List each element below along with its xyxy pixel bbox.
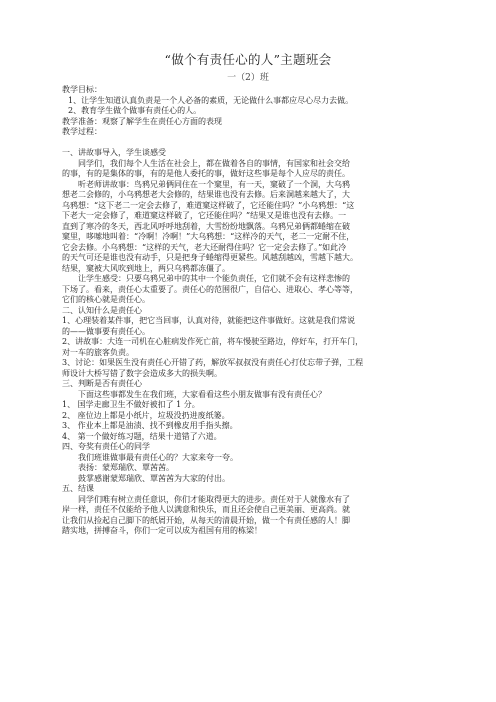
text-line: 2、讲故事：大连一司机在心脏病发作死亡前，将车慢驶至路边，停好车，打开车门， <box>62 337 364 346</box>
text-line: 鼓掌感谢蒙郑瑞欣、覃茜茜为大家的付出。 <box>78 473 230 483</box>
text-line: 教学过程： <box>62 127 102 136</box>
text-line: 听老师讲故事：鸟鸦兄弟俩同住在一个窠里，有一天，窠破了一个洞，大乌鸦 <box>78 179 350 189</box>
text-line: 的事，有的是集体的事，有的是他人委托的事，做好这些事是每个人应尽的责任。 <box>62 169 350 178</box>
text-line: 同学们唯有树立责任意识，你们才能取得更大的进步。责任对于人就像水有了 <box>78 494 350 504</box>
text-line: 4、 第一个做好练习题，结果十道错了六道。 <box>62 431 222 441</box>
text-line: 我们班谁做事最有责任心的？大家来夸一夸。 <box>78 452 238 462</box>
text-line: 五、结课 <box>62 484 94 493</box>
text-line: 结果，窠被大风吹到地上，两只乌鸦都冻僵了。 <box>62 263 230 273</box>
text-line: 直到了寒冷的冬天，西北风呼呼地刮着，大雪纷纷地飘落。乌鸦兄弟俩都蜷缩在破 <box>62 221 350 231</box>
text-line: 它会去修。小乌鸦想：“这样的天气，老大还耐得住吗？它一定会去修了。”如此冷 <box>62 242 347 252</box>
blank-line <box>62 138 439 149</box>
text-line: 表扬：蒙郑瑞欣、覃茜茜。 <box>78 463 174 472</box>
text-line: 下老大一定会修了，难道窠这样破了，它还能住吗？”结果又是谁也没有去修。一 <box>62 211 347 220</box>
text-line: 同学们，我们每个人生活在社会上，都在做着各自的事情，有国家和社会交给 <box>78 158 350 168</box>
text-line: 的——做事要有责任心。 <box>62 326 150 336</box>
document-title: “做个有责任心的人”主题班会 <box>164 52 332 67</box>
text-line: 窠里，哆嗦地叫着：“冷啊！冷啊！”大乌鸦想：“这样冷的天气，老二一定耐不住， <box>62 232 355 241</box>
text-line: 1、让学生知道认真负责是一个人必备的素质，无论做什么事都应尽心尽力去做。 <box>68 95 354 105</box>
text-line: 让学生感受：只要乌鸦兄弟中的其中一个能负责任，它们就不会有这样悲惨的 <box>78 274 350 283</box>
text-line: 一、讲故事导入，学生谈感受 <box>62 148 166 157</box>
text-line: 踏实地，拼搏奋斗，你们一定可以成为祖国有用的栋梁！ <box>62 526 262 535</box>
text-line: 1、心理装着某件事，把它当回事，认真对待，就能把这件事做好。这就是我们常说 <box>62 316 356 325</box>
text-line: 2、 座位边上都是小纸片，垃圾没扔进废纸篓。 <box>62 410 230 420</box>
text-line: 下面这些事都发生在我们班，大家看看这些小朋友做事有没有责任心？ <box>78 389 326 399</box>
text-line: 岸一样，责任不仅能给予他人以满意和快乐，而且还会使自己更美丽、更高尚。就 <box>62 505 350 514</box>
text-line: 它们的核心就是责任心。 <box>62 295 150 304</box>
text-line: 2、教育学生做个做事有责任心的人。 <box>68 106 202 115</box>
class-label: 一（2）班 <box>227 73 269 83</box>
text-line: 教学目标： <box>62 85 102 94</box>
text-line: 乌鸦想：“这下老二一定会去修了，难道窠这样破了，它还能住吗？”小乌鸦想：“这 <box>62 200 355 210</box>
text-line: 对一车的旅客负责。 <box>62 347 134 357</box>
text-line: 教学准备：观察了解学生在责任心方面的表现 <box>62 116 222 126</box>
text-line: 下场了。看来，责任心太重要了。责任心的范围很广，自信心、进取心、孝心等等， <box>62 284 358 294</box>
text-line: 3、 作业本上都是油渍、找不到橡皮用手指头擦。 <box>62 421 238 430</box>
text-line: 师设计大桥写错了数字会造成多大的损失啊。 <box>62 368 222 378</box>
text-line: 3、讨论：如果医生没有责任心开错了药，解放军叔叔没有责任心打仗忘带子弹，工程 <box>62 358 364 367</box>
text-line: 想老二会修的，小乌鸦想老大会修的，结果谁也没有去修。后来洞越来越大了，大 <box>62 190 350 199</box>
text-line: 四、夸奖有责任心的同学 <box>62 442 150 451</box>
text-line: 让我们从捡起自己脚下的纸屑开始，从每天的清晨开始，做一个有责任感的人！脚 <box>62 515 350 525</box>
document-body <box>62 85 439 537</box>
text-line: 的天气可还是谁也没有动手，只是把身子蜷缩得更紧些。风越刮越凶，雪越下越大。 <box>62 253 358 262</box>
text-line: 二、认知什么是责任心 <box>62 305 142 315</box>
text-line: 三、判断是否有责任心 <box>62 379 142 388</box>
text-line: 1、 国学走廊卫生不做好被扣了 1 分。 <box>62 400 200 409</box>
